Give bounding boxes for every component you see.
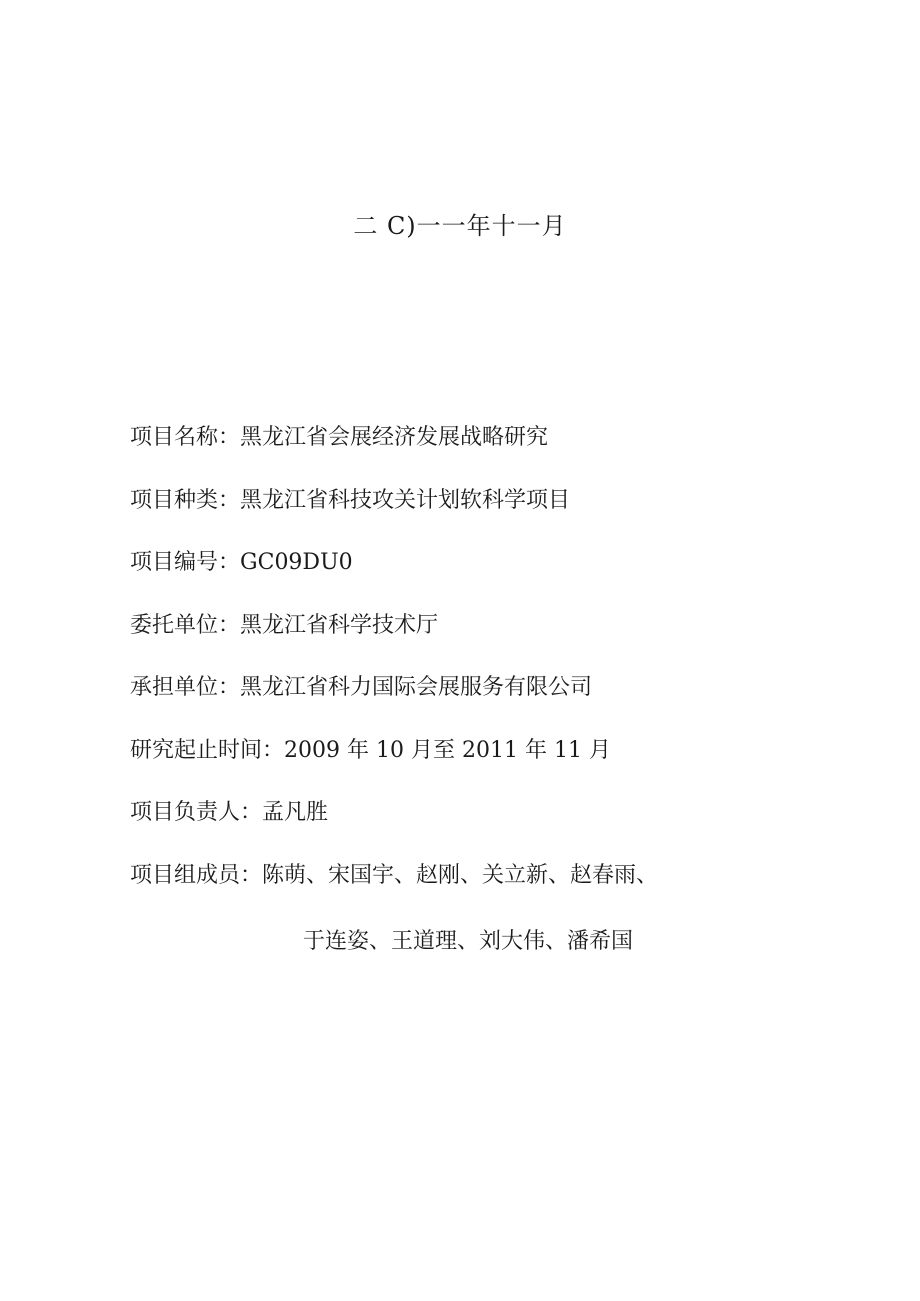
project-members-row	[130, 858, 830, 921]
field-separator: ：	[240, 800, 263, 825]
project-leader-row	[130, 795, 830, 858]
research-period-row	[130, 733, 830, 796]
field-label: 研究起止时间	[130, 737, 263, 763]
field-label: 委托单位	[130, 612, 219, 638]
field-value: 黑龙江省科学技术厅	[240, 612, 439, 638]
project-number-row	[130, 545, 830, 608]
field-value: 黑龙江省科力国际会展服务有限公司	[240, 675, 593, 700]
field-label: 项目种类	[130, 487, 219, 513]
project-type-row	[130, 483, 830, 546]
project-name-row	[130, 420, 830, 483]
field-separator: ：	[262, 737, 285, 763]
field-separator: ：	[218, 550, 241, 575]
field-label: 项目编号	[130, 550, 219, 575]
field-value: 黑龙江省科技攻关计划软科学项目	[240, 487, 571, 513]
undertaking-unit-row	[130, 670, 830, 733]
project-info-list	[130, 420, 830, 920]
field-label: 项目组成员	[130, 862, 241, 888]
field-label: 项目负责人	[130, 800, 241, 825]
field-value: 陈萌、宋国宇、赵刚、关立新、赵春雨、	[262, 862, 659, 888]
field-separator: ：	[218, 675, 241, 700]
field-label: 承担单位	[130, 675, 219, 700]
field-value: 2009 年 10 月至 2011 年 11 月	[284, 737, 611, 763]
field-separator: ：	[218, 612, 241, 638]
field-separator: ：	[218, 425, 241, 450]
field-value: GC09DU0	[240, 550, 353, 575]
document-date: 二 C)一一年十一月	[353, 212, 567, 240]
field-value: 黑龙江省会展经济发展战略研究	[240, 425, 549, 450]
field-label: 项目名称	[130, 425, 219, 450]
project-members-continuation: 于连姿、王道理、刘大伟、潘希国	[303, 929, 634, 954]
field-separator: ：	[240, 862, 263, 888]
commissioning-unit-row	[130, 608, 830, 671]
field-value: 孟凡胜	[262, 800, 329, 825]
field-separator: ：	[218, 487, 241, 513]
